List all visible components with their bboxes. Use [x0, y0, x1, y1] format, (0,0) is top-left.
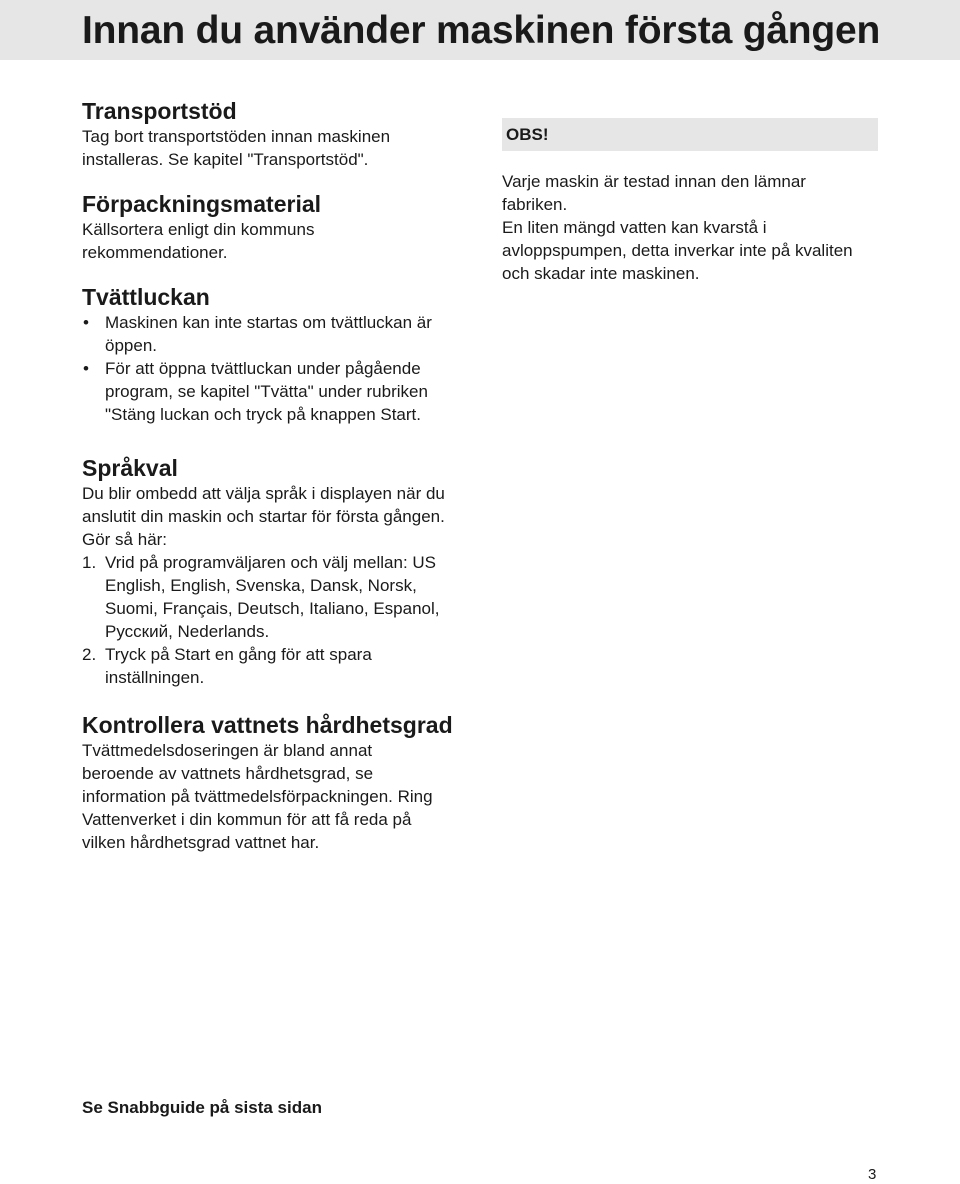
- step-1-line-1: Vrid på programväljaren och välj mellan: US: [105, 553, 437, 572]
- hardness-line-5: vilken hårdhetsgrad vattnet har.: [82, 833, 320, 852]
- section-door: [82, 283, 482, 426]
- step-1-line-2: English, English, Svenska, Dansk, Norsk,: [105, 576, 417, 595]
- transport-line-2: installeras. Se kapitel "Transportstöd".: [82, 150, 369, 169]
- language-line-2: anslutit din maskin och startar för första gången.: [82, 507, 445, 526]
- hardness-line-2: beroende av vattnets hårdhetsgrad, se: [82, 764, 374, 783]
- step-1-line-4: Русский, Nederlands.: [105, 622, 270, 641]
- bullet-icon: •: [83, 313, 89, 332]
- section-heading-packaging: Förpackningsmaterial: [82, 191, 322, 217]
- list-item: [82, 551, 482, 643]
- language-line-1: Du blir ombedd att välja språk i displayen när du: [82, 484, 445, 503]
- obs-line-1: Varje maskin är testad innan den lämnar: [502, 172, 806, 191]
- section-packaging: [82, 190, 482, 264]
- step-2-line-1: Tryck på Start en gång för att spara: [105, 645, 372, 664]
- step-number: 2.: [82, 645, 97, 664]
- door-bullet-1-line-1: Maskinen kan inte startas om tvättluckan är: [105, 313, 432, 332]
- footer-note: Se Snabbguide på sista sidan: [82, 1098, 322, 1117]
- packaging-line-2: rekommendationer.: [82, 243, 228, 262]
- packaging-line-1: Källsortera enligt din kommuns: [82, 220, 315, 239]
- section-heading-transport: Transportstöd: [82, 98, 237, 124]
- door-bullet-list: [82, 311, 482, 426]
- left-column: [82, 97, 482, 873]
- door-bullet-2-line-3: "Stäng luckan och tryck på knappen Start.: [105, 405, 421, 424]
- step-number: 1.: [82, 553, 97, 572]
- language-steps: [82, 551, 482, 689]
- obs-line-3: En liten mängd vatten kan kvarstå i: [502, 218, 767, 237]
- section-transport: [82, 97, 482, 171]
- hardness-line-4: Vattenverket i din kommun för att få reda på: [82, 810, 412, 829]
- section-heading-language: Språkval: [82, 455, 178, 481]
- door-bullet-2-line-2: program, se kapitel "Tvätta" under rubriken: [105, 382, 428, 401]
- page-number: 3: [868, 1166, 877, 1183]
- language-line-3: Gör så här:: [82, 530, 168, 549]
- transport-line-1: Tag bort transportstöden innan maskinen: [82, 127, 391, 146]
- obs-body: [502, 170, 878, 285]
- header-bar: [0, 0, 960, 60]
- section-language: [82, 454, 482, 689]
- obs-line-5: och skadar inte maskinen.: [502, 264, 700, 283]
- step-2-line-2: inställningen.: [105, 668, 205, 687]
- section-heading-hardness: Kontrollera vattnets hårdhetsgrad: [82, 712, 453, 738]
- list-item: [82, 311, 482, 357]
- obs-label: OBS!: [502, 118, 878, 151]
- obs-line-2: fabriken.: [502, 195, 568, 214]
- list-item: [82, 357, 482, 426]
- list-item: [82, 643, 482, 689]
- page-title: Innan du använder maskinen första gången: [82, 9, 881, 52]
- door-bullet-2-line-1: För att öppna tvättluckan under pågående: [105, 359, 421, 378]
- step-1-line-3: Suomi, Français, Deutsch, Italiano, Espanol,: [105, 599, 440, 618]
- right-column: [502, 118, 878, 285]
- section-heading-door: Tvättluckan: [82, 284, 210, 310]
- bullet-icon: •: [83, 359, 89, 378]
- hardness-line-1: Tvättmedelsdoseringen är bland annat: [82, 741, 373, 760]
- section-hardness: [82, 711, 482, 854]
- obs-line-4: avloppspumpen, detta inverkar inte på kvaliten: [502, 241, 853, 260]
- hardness-line-3: information på tvättmedelsförpackningen. Ring: [82, 787, 433, 806]
- door-bullet-1-line-2: öppen.: [105, 336, 157, 355]
